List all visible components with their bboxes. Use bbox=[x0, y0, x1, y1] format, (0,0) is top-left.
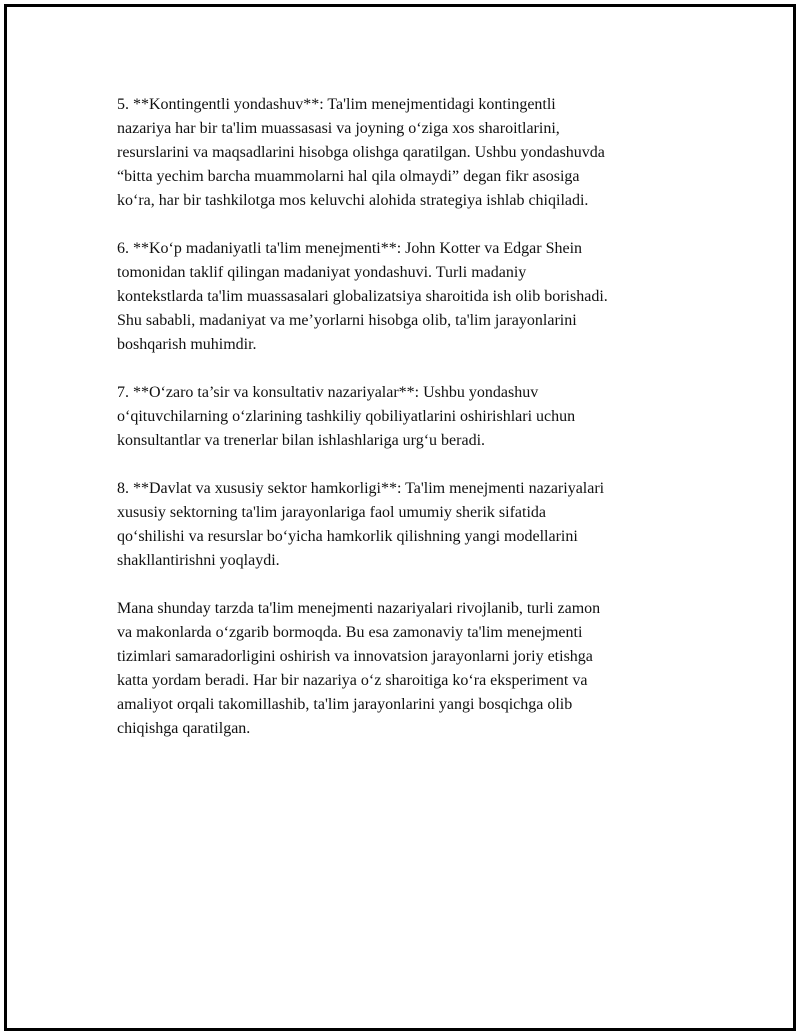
text-line: xususiy sektorning ta'lim jarayonlariga faol umumiy sherik sifatida bbox=[117, 504, 547, 521]
paragraph-consultative-theories bbox=[117, 381, 692, 453]
text-line: tizimlari samaradorligini oshirish va innovatsion jarayonlarni joriy etishga bbox=[117, 648, 593, 665]
text-line: 5. **Kontingentli yondashuv**: Ta'lim menejmentidagi kontingentli bbox=[117, 96, 556, 113]
text-line: shakllantirishni yoqlaydi. bbox=[117, 552, 280, 569]
text-line: 8. **Davlat va xususiy sektor hamkorligi**: Ta'lim menejmenti nazariyalari bbox=[117, 480, 605, 497]
text-line: kontekstlarda ta'lim muassasalari globalizatsiya sharoitida ish olib borishadi. bbox=[117, 288, 608, 305]
text-line: Mana shunday tarzda ta'lim menejmenti nazariyalari rivojlanib, turli zamon bbox=[117, 600, 601, 617]
document-body bbox=[117, 93, 692, 765]
text-line: nazariya har bir ta'lim muassasasi va joyning o‘ziga xos sharoitlarini, bbox=[117, 120, 560, 137]
text-line: boshqarish muhimdir. bbox=[117, 336, 257, 353]
paragraph-public-private-partnership bbox=[117, 477, 692, 573]
text-line: 7. **O‘zaro ta’sir va konsultativ nazariyalar**: Ushbu yondashuv bbox=[117, 384, 539, 401]
text-line: chiqishga qaratilgan. bbox=[117, 720, 251, 737]
text-line: ko‘ra, har bir tashkilotga mos keluvchi alohida strategiya ishlab chiqiladi. bbox=[117, 192, 589, 209]
paragraph-multicultural-management bbox=[117, 237, 692, 357]
text-line: amaliyot orqali takomillashib, ta'lim jarayonlarini yangi bosqichga olib bbox=[117, 696, 573, 713]
text-line: konsultantlar va trenerlar bilan ishlashlariga urg‘u beradi. bbox=[117, 432, 486, 449]
text-line: va makonlarda o‘zgarib bormoqda. Bu esa zamonaviy ta'lim menejmenti bbox=[117, 624, 583, 641]
text-line: 6. **Ko‘p madaniyatli ta'lim menejmenti**: John Kotter va Edgar Shein bbox=[117, 240, 583, 257]
paragraph-conclusion bbox=[117, 597, 692, 741]
text-line: tomonidan taklif qilingan madaniyat yondashuvi. Turli madaniy bbox=[117, 264, 527, 281]
text-line: resurslarini va maqsadlarini hisobga olishga qaratilgan. Ushbu yondashuvda bbox=[117, 144, 605, 161]
text-line: katta yordam beradi. Har bir nazariya o‘z sharoitiga ko‘ra eksperiment va bbox=[117, 672, 588, 689]
text-line: “bitta yechim barcha muammolarni hal qila olmaydi” degan fikr asosiga bbox=[117, 168, 580, 185]
text-line: qo‘shilishi va resurslar bo‘yicha hamkorlik qilishning yangi modellarini bbox=[117, 528, 578, 545]
paragraph-contingency-approach bbox=[117, 93, 692, 213]
text-line: o‘qituvchilarning o‘zlarining tashkiliy qobiliyatlarini oshirishlari uchun bbox=[117, 408, 576, 425]
text-line: Shu sababli, madaniyat va me’yorlarni hisobga olib, ta'lim jarayonlarini bbox=[117, 312, 577, 329]
